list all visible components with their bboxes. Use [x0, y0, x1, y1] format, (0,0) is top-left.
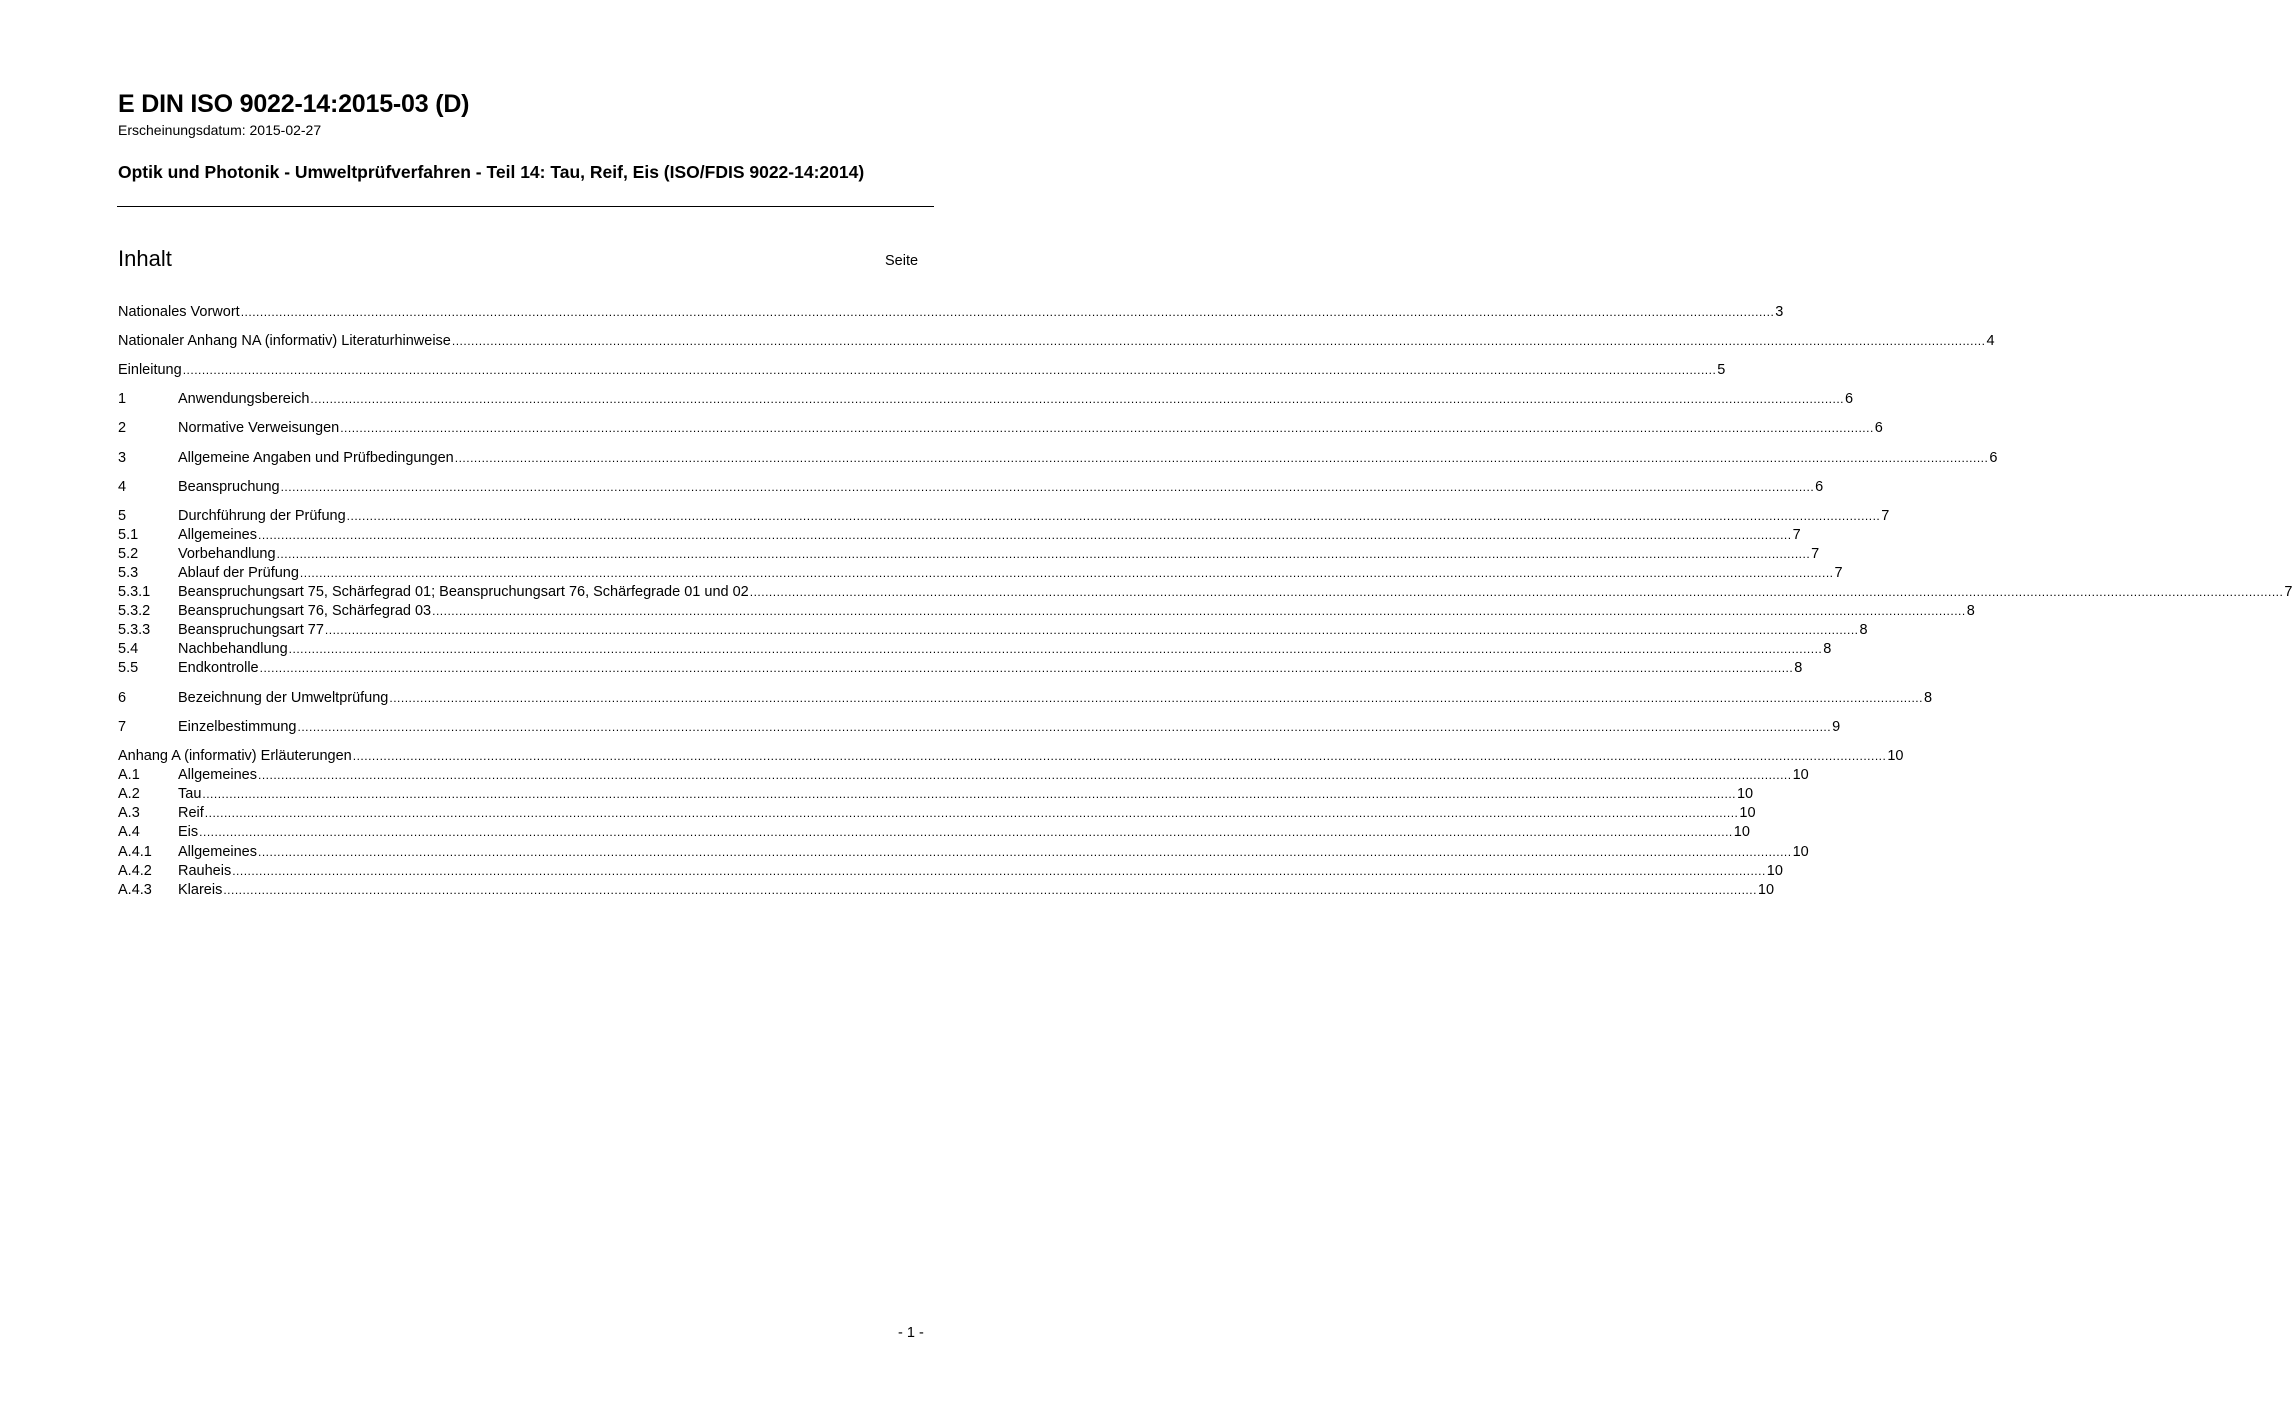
toc-dot-leader: ................................................................................................................................................................................................................................................................................................................................................................................................................	[389, 691, 1923, 705]
toc-dot-leader: ................................................................................................................................................................................................................................................................................................................................................................................................................	[223, 883, 1757, 897]
toc-dot-leader: ................................................................................................................................................................................................................................................................................................................................................................................................................	[240, 305, 1775, 319]
page-number: - 1 -	[898, 1325, 924, 1341]
toc-entry[interactable]	[118, 766, 1809, 785]
publication-date: Erscheinungsdatum: 2015-02-27	[118, 122, 322, 138]
toc-dot-leader: ................................................................................................................................................................................................................................................................................................................................................................................................................	[276, 547, 1811, 561]
toc-entry-number: 5.3.2	[118, 603, 151, 619]
toc-entry-page: 7	[1881, 508, 1890, 524]
toc-entry-page: 7	[1811, 546, 1820, 562]
toc-entry-page: 7	[1792, 527, 1801, 543]
toc-entry-title: Allgemeines	[178, 527, 257, 543]
toc-entry-page: 6	[1845, 391, 1854, 407]
toc-entry-title: Anwendungsbereich	[178, 391, 310, 407]
toc-entry-title: Normative Verweisungen	[178, 420, 340, 436]
toc-entry[interactable]	[118, 602, 1975, 621]
toc-entry-title: Ablauf der Prüfung	[178, 565, 299, 581]
toc-entry-title: Eis	[178, 824, 199, 840]
toc-entry-page: 10	[1766, 863, 1783, 879]
toc-entry[interactable]	[118, 449, 1998, 468]
toc-entry-number: A.1	[118, 767, 140, 783]
toc-entry-number: 5.1	[118, 527, 139, 543]
toc-entry-title: Nationales Vorwort	[118, 304, 240, 320]
toc-entry-number: A.4	[118, 824, 140, 840]
toc-entry-title: Anhang A (informativ) Erläuterungen	[118, 748, 352, 764]
toc-entry[interactable]	[118, 390, 1854, 409]
toc-entry-title: Einzelbestimmung	[178, 719, 297, 735]
toc-entry-title: Einleitung	[118, 362, 182, 378]
toc-entry-title: Beanspruchungsart 75, Schärfegrad 01; Beanspruchungsart 76, Schärfegrade 01 und 02	[178, 584, 749, 600]
toc-dot-leader: ................................................................................................................................................................................................................................................................................................................................................................................................................	[454, 451, 1989, 465]
toc-entry-page: 10	[1887, 748, 1904, 764]
toc-entry[interactable]	[118, 545, 1820, 564]
toc-entry-page: 8	[1823, 641, 1832, 657]
toc-entry-page: 10	[1792, 767, 1809, 783]
toc-entry[interactable]	[118, 659, 1803, 678]
toc-entry[interactable]	[118, 823, 1750, 842]
toc-dot-leader: ................................................................................................................................................................................................................................................................................................................................................................................................................	[340, 421, 1874, 435]
toc-dot-leader: ................................................................................................................................................................................................................................................................................................................................................................................................................	[280, 480, 1815, 494]
toc-entry-number: 5.3.1	[118, 584, 151, 600]
toc-entry-title: Beanspruchungsart 77	[178, 622, 324, 638]
toc-entry-number: 2	[118, 420, 127, 436]
toc-entry-number: 5.3	[118, 565, 139, 581]
toc-entry-number: A.3	[118, 805, 140, 821]
toc-heading: Inhalt	[118, 246, 172, 271]
toc-dot-leader: ................................................................................................................................................................................................................................................................................................................................................................................................................	[310, 392, 1844, 406]
toc-entry-number: 5.4	[118, 641, 139, 657]
toc-entry-title: Allgemeines	[178, 844, 257, 860]
toc-entry[interactable]	[118, 804, 1756, 823]
toc-entry-page: 10	[1739, 805, 1756, 821]
toc-entry[interactable]	[118, 419, 1883, 438]
toc-entry-page: 3	[1775, 304, 1784, 320]
toc-entry-page: 6	[1874, 420, 1883, 436]
toc-entry[interactable]	[118, 507, 1890, 526]
toc-entry-number: A.4.1	[118, 844, 152, 860]
toc-page-column-label: Seite	[885, 253, 919, 269]
toc-entry[interactable]	[118, 862, 1783, 881]
toc-entry-number: 6	[118, 690, 127, 706]
toc-entry-title: Nachbehandlung	[178, 641, 288, 657]
toc-entry-number: 5	[118, 508, 127, 524]
toc-entry-page: 10	[1736, 786, 1754, 802]
toc-entry-page: 7	[1834, 565, 1843, 581]
toc-entry-page: 4	[1986, 333, 1995, 349]
toc-entry-page: 5	[1717, 362, 1726, 378]
toc-dot-leader: ................................................................................................................................................................................................................................................................................................................................................................................................................	[232, 864, 1766, 878]
toc-dot-leader: ................................................................................................................................................................................................................................................................................................................................................................................................................	[451, 334, 1986, 348]
toc-entry-title: Rauheis	[178, 863, 232, 879]
toc-entry[interactable]	[118, 526, 1801, 545]
toc-dot-leader: ................................................................................................................................................................................................................................................................................................................................................................................................................	[299, 566, 1834, 580]
toc-dot-leader: ................................................................................................................................................................................................................................................................................................................................................................................................................	[259, 661, 1794, 675]
toc-entry-page: 10	[1792, 844, 1809, 860]
toc-dot-leader: ................................................................................................................................................................................................................................................................................................................................................................................................................	[346, 509, 1881, 523]
toc-entry-title: Vorbehandlung	[178, 546, 276, 562]
toc-dot-leader: ................................................................................................................................................................................................................................................................................................................................................................................................................	[432, 604, 1966, 618]
toc-entry-page: 8	[1859, 622, 1868, 638]
toc-entry-page: 7	[2284, 584, 2292, 600]
toc-dot-leader: ................................................................................................................................................................................................................................................................................................................................................................................................................	[749, 585, 2284, 599]
toc-dot-leader: ................................................................................................................................................................................................................................................................................................................................................................................................................	[182, 363, 1717, 377]
toc-entry-title: Bezeichnung der Umweltprüfung	[178, 690, 389, 706]
toc-dot-leader: ................................................................................................................................................................................................................................................................................................................................................................................................................	[258, 768, 1792, 782]
toc-entry[interactable]	[118, 718, 1841, 737]
toc-dot-leader: ................................................................................................................................................................................................................................................................................................................................................................................................................	[202, 787, 1736, 801]
toc-entry[interactable]	[118, 747, 1904, 766]
toc-dot-leader: ................................................................................................................................................................................................................................................................................................................................................................................................................	[199, 825, 1733, 839]
toc-entry[interactable]	[118, 881, 1775, 900]
toc-entry-title: Durchführung der Prüfung	[178, 508, 346, 524]
toc-dot-leader: ................................................................................................................................................................................................................................................................................................................................................................................................................	[258, 845, 1792, 859]
toc-dot-leader: ................................................................................................................................................................................................................................................................................................................................................................................................................	[297, 720, 1832, 734]
toc-dot-leader: ................................................................................................................................................................................................................................................................................................................................................................................................................	[352, 749, 1887, 763]
toc-entry-number: 7	[118, 719, 127, 735]
toc-dot-leader: ................................................................................................................................................................................................................................................................................................................................................................................................................	[288, 642, 1823, 656]
toc-entry-number: A.4.2	[118, 863, 152, 879]
toc-entry-title: Reif	[178, 805, 204, 821]
toc-entry-title: Allgemeine Angaben und Prüfbedingungen	[178, 450, 454, 466]
toc-entry-title: Tau	[178, 786, 202, 802]
toc-entry-page: 6	[1989, 450, 1998, 466]
toc-entry[interactable]	[118, 564, 1843, 583]
toc-entry-page: 9	[1832, 719, 1841, 735]
toc-entry-title: Endkontrolle	[178, 660, 259, 676]
toc-entry-title: Nationaler Anhang NA (informativ) Literaturhinweise	[118, 333, 451, 349]
toc-entry[interactable]	[118, 303, 1784, 322]
document-subtitle: Optik und Photonik - Umweltprüfverfahren - Teil 14: Tau, Reif, Eis (ISO/FDIS 9022-14:2014)	[118, 162, 865, 182]
toc-entry-page: 8	[1923, 690, 1933, 706]
toc-entry-title: Beanspruchung	[178, 479, 280, 495]
toc-entry[interactable]	[118, 843, 1809, 862]
toc-entry-number: A.2	[118, 786, 140, 802]
toc-entry[interactable]	[118, 621, 1868, 640]
toc-entry[interactable]	[118, 640, 1832, 659]
title-divider	[117, 206, 934, 207]
toc-entry[interactable]	[118, 361, 1726, 380]
toc-entry-page: 8	[1794, 660, 1803, 676]
toc-entry[interactable]	[118, 583, 2292, 602]
toc-entry-number: 1	[118, 391, 127, 407]
toc-dot-leader: ................................................................................................................................................................................................................................................................................................................................................................................................................	[258, 528, 1792, 542]
toc-entry[interactable]	[118, 478, 1824, 497]
toc-dot-leader: ................................................................................................................................................................................................................................................................................................................................................................................................................	[324, 623, 1859, 637]
toc-entry-number: 5.2	[118, 546, 139, 562]
toc-dot-leader: ................................................................................................................................................................................................................................................................................................................................................................................................................	[204, 806, 1739, 820]
toc-entry-title: Allgemeines	[178, 767, 257, 783]
toc-entry-page: 8	[1966, 603, 1975, 619]
toc-entry-title: Klareis	[178, 882, 223, 898]
toc-entry-page: 10	[1757, 882, 1775, 898]
toc-entry-number: A.4.3	[118, 882, 152, 898]
document-title: E DIN ISO 9022-14:2015-03 (D)	[118, 90, 470, 118]
toc-entry-number: 3	[118, 450, 127, 466]
toc-entry-number: 4	[118, 479, 127, 495]
toc-entry[interactable]	[118, 332, 1995, 351]
toc-entry-page: 10	[1733, 824, 1750, 840]
toc-entry-number: 5.3.3	[118, 622, 151, 638]
toc-entry-page: 6	[1815, 479, 1824, 495]
toc-entry-title: Beanspruchungsart 76, Schärfegrad 03	[178, 603, 432, 619]
toc-entry-number: 5.5	[118, 660, 139, 676]
toc-entry[interactable]	[118, 689, 1933, 708]
toc-entry[interactable]	[118, 785, 1754, 804]
